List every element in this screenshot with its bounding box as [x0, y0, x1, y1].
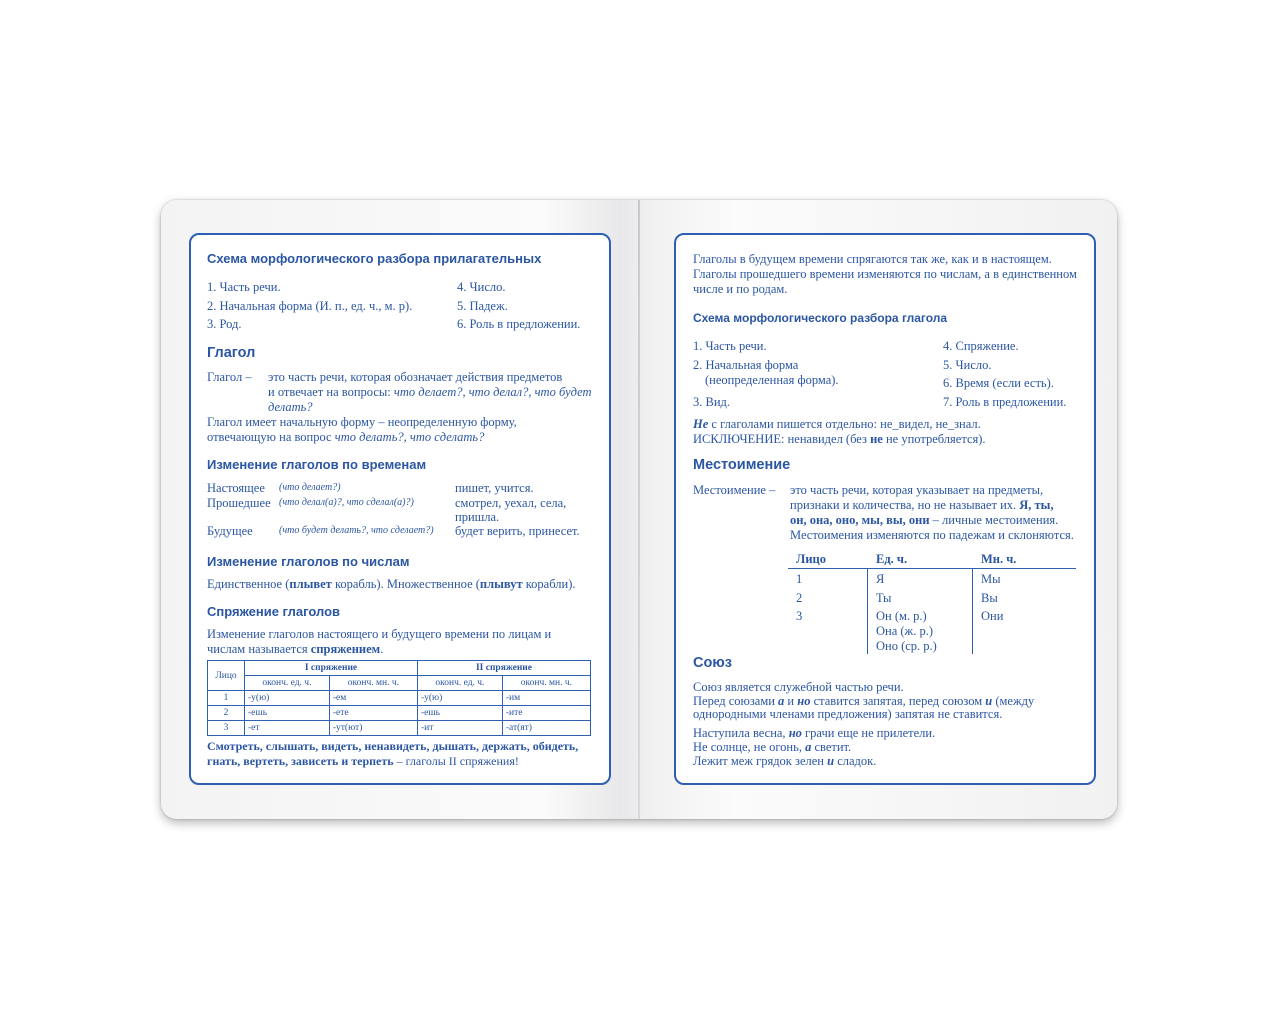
conjugation-table	[207, 660, 591, 736]
verb-scheme-item: (неопределенная форма).	[705, 373, 839, 387]
table-cell: -ит	[417, 721, 502, 736]
table-cell: -ете	[329, 706, 417, 721]
pronoun-plural: Вы	[981, 591, 998, 605]
table-cell: -ем	[329, 691, 417, 706]
table-cell: -ат(ят)	[502, 721, 590, 736]
table-cell: -им	[502, 691, 590, 706]
pronoun-person: 2	[796, 591, 803, 605]
pronoun-table-rule	[788, 568, 1076, 569]
pronoun-singular: Он (м. р.)	[876, 609, 927, 623]
right-page-panel	[674, 233, 1096, 785]
future-tense-text: Глаголы в будущем времени спрягаются так же, как и в настоящем.	[693, 252, 1052, 266]
tense-name: Прошедшее	[207, 496, 271, 510]
table-cell: -ут(ют)	[329, 721, 417, 736]
open-booklet	[161, 200, 1117, 819]
verb-scheme-item: 1. Часть речи.	[693, 339, 767, 353]
pronoun-singular: Я	[876, 572, 885, 586]
table-subheader: оконч. ед. ч.	[417, 676, 502, 691]
union-title: Союз	[693, 655, 732, 671]
table-subheader: оконч. ед. ч.	[245, 676, 330, 691]
future-tense-text: числе и по родам.	[693, 282, 788, 296]
tense-question: (что делает?)	[279, 482, 341, 493]
table-subheader: оконч. мн. ч.	[502, 676, 590, 691]
union-example: Лежит меж грядок зелен и сладок.	[693, 754, 877, 768]
ne-rule: Не с глаголами пишется отдельно: не_видел, не_знал.	[693, 417, 981, 431]
table-header: I спряжение	[245, 661, 418, 676]
conjugation-text: Изменение глаголов настоящего и будущего времени по лицам и	[207, 627, 552, 641]
verb-def-text: делать?	[268, 400, 313, 414]
table-header: Лицо	[208, 661, 245, 691]
union-text: Перед союзами а и но ставится запятая, перед союзом и (между	[693, 694, 1035, 708]
union-text: Союз является служебной частью речи.	[693, 680, 904, 694]
table-header: II спряжение	[417, 661, 590, 676]
verb-def-text: это часть речи, которая обозначает действия предметов	[268, 370, 563, 384]
verb-scheme-item: 2. Начальная форма	[693, 358, 799, 372]
tense-name: Настоящее	[207, 481, 265, 495]
union-example: Не солнце, не огонь, а светит.	[693, 740, 852, 754]
adj-scheme-title: Схема морфологического разбора прилагательных	[207, 251, 542, 266]
adj-item: 5. Падеж.	[457, 299, 508, 313]
tense-example: смотрел, уехал, села,	[455, 496, 567, 510]
number-title: Изменение глаголов по числам	[207, 554, 410, 569]
table-cell: -ешь	[245, 706, 330, 721]
adj-item: 6. Роль в предложении.	[457, 317, 581, 331]
conjugation-title: Спряжение глаголов	[207, 604, 341, 619]
union-text: однородными членами предложения) запятая не ставится.	[693, 707, 1003, 721]
table-cell: 1	[208, 691, 245, 706]
verb-scheme-item: 4. Спряжение.	[943, 339, 1019, 353]
pronoun-table-header: Лицо	[796, 552, 826, 566]
pronoun-table-divider	[972, 568, 973, 654]
table-cell: -у(ю)	[245, 691, 330, 706]
pronoun-def-label: Местоимение –	[693, 483, 776, 497]
tense-question: (что делал(а)?, что сделал(а)?)	[279, 497, 414, 508]
pronoun-table-divider	[867, 568, 868, 654]
table-cell: 3	[208, 721, 245, 736]
ne-exception: ИСКЛЮЧЕНИЕ: ненавидел (без не не употребляется).	[693, 432, 986, 446]
tense-example: пришла.	[455, 510, 500, 524]
pronoun-singular: Ты	[876, 591, 892, 605]
verb-scheme-item: 5. Число.	[943, 358, 992, 372]
verb-infinitive-text: Глагол имеет начальную форму – неопределенную форму,	[207, 415, 517, 429]
tense-title: Изменение глаголов по временам	[207, 457, 427, 472]
tense-example: пишет, учится.	[455, 481, 534, 495]
table-cell: -у(ю)	[417, 691, 502, 706]
table-cell: 2	[208, 706, 245, 721]
book-spine	[638, 200, 640, 819]
table-cell: -ите	[502, 706, 590, 721]
pronoun-plural: Мы	[981, 572, 1001, 586]
exception-verbs: Смотреть, слышать, видеть, ненавидеть, дышать, держать, обидеть,	[207, 739, 579, 753]
tense-question: (что будет делать?, что сделает?)	[279, 525, 434, 536]
conjugation-text: числам называется спряжением.	[207, 642, 384, 656]
adj-item: 3. Род.	[207, 317, 242, 331]
table-row	[208, 721, 591, 736]
verb-scheme-item: 3. Вид.	[693, 395, 731, 409]
union-example: Наступила весна, но грачи еще не прилетели.	[693, 726, 936, 740]
adj-item: 1. Часть речи.	[207, 280, 281, 294]
verb-section-title: Глагол	[207, 345, 256, 361]
verb-scheme-title: Схема морфологического разбора глагола	[693, 311, 948, 325]
exception-verbs: гнать, вертеть, зависеть и терпеть – глаголы II спряжения!	[207, 754, 519, 768]
tense-name: Будущее	[207, 524, 253, 538]
verb-scheme-item: 6. Время (если есть).	[943, 376, 1054, 390]
tense-example: будет верить, принесет.	[455, 524, 580, 538]
verb-scheme-item: 7. Роль в предложении.	[943, 395, 1067, 409]
pronoun-def-text: он, она, оно, мы, вы, они – личные местоимения.	[790, 513, 1059, 527]
verb-infinitive-text: отвечающую на вопрос что делать?, что сделать?	[207, 430, 485, 444]
left-page-panel	[189, 233, 611, 785]
table-cell: -ет	[245, 721, 330, 736]
table-subheader: оконч. мн. ч.	[329, 676, 417, 691]
number-text: Единственное (плывет корабль). Множественное (плывут корабли).	[207, 577, 576, 591]
pronoun-singular: Оно (ср. р.)	[876, 639, 937, 653]
pronoun-def-text: Местоимения изменяются по падежам и склоняются.	[790, 528, 1074, 542]
pronoun-table-header: Ед. ч.	[876, 552, 908, 566]
pronoun-def-text: признаки и количества, но не называет их. Я, ты,	[790, 498, 1054, 512]
pronoun-def-text: это часть речи, которая указывает на предметы,	[790, 483, 1044, 497]
adj-item: 2. Начальная форма (И. п., ед. ч., м. р).	[207, 299, 413, 313]
pronoun-plural: Они	[981, 609, 1004, 623]
verb-def-text: и отвечает на вопросы: что делает?, что делал?, что будет	[268, 385, 592, 399]
table-cell: -ешь	[417, 706, 502, 721]
pronoun-table-header: Мн. ч.	[981, 552, 1017, 566]
future-tense-text: Глаголы прошедшего времени изменяются по числам, а в единственном	[693, 267, 1077, 281]
table-row	[208, 691, 591, 706]
pronoun-title: Местоимение	[693, 457, 791, 473]
table-row	[208, 706, 591, 721]
adj-item: 4. Число.	[457, 280, 506, 294]
verb-def-label: Глагол –	[207, 370, 252, 384]
pronoun-person: 1	[796, 572, 803, 586]
pronoun-person: 3	[796, 609, 803, 623]
pronoun-singular: Она (ж. р.)	[876, 624, 933, 638]
